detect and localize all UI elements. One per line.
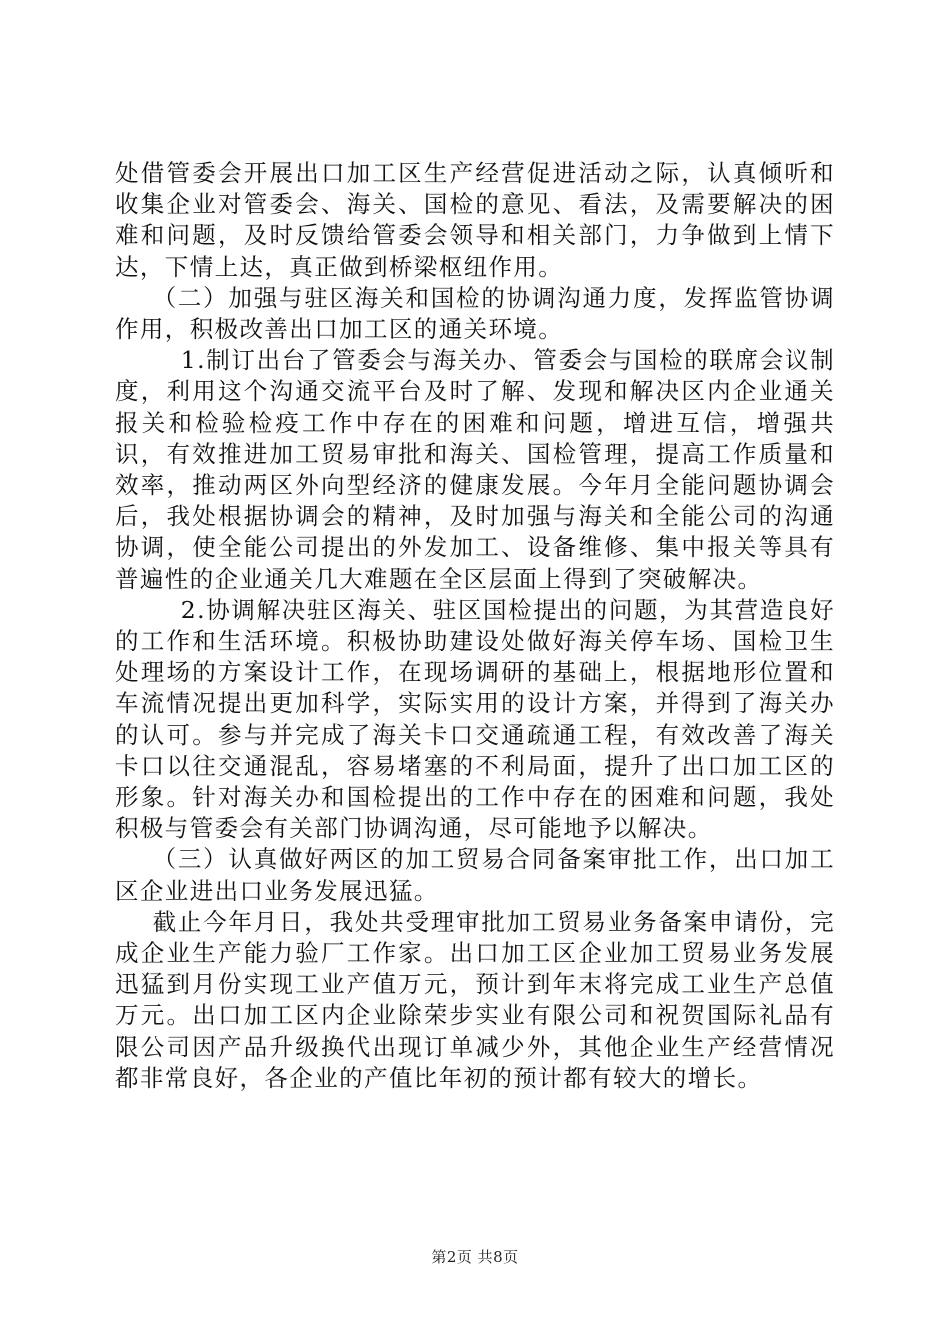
document-body (115, 158, 835, 1094)
paragraph-section-three-body: 截止今年月日，我处共受理审批加工贸易业务备案申请份，完成企业生产能力验厂工作家。出口加工区企业加工贸易业务发展迅猛到月份实现工业产值万元，预计到年末将完成工业生产总值万元。出口加工区内企业除荣步实业有限公司和祝贺国际礼品有限公司因产品升级换代出现订单减少外，其他企业生产经营情况都非常良好，各企业的产值比年初的预计都有较大的增长。 (115, 907, 835, 1092)
page-number-footer: 第2页 共8页 (431, 1248, 519, 1266)
paragraph-item-one: 1.制订出台了管委会与海关办、管委会与国检的联席会议制度，利用这个沟通交流平台及时了解、发现和解决区内企业通关报关和检验检疫工作中存在的困难和问题，增进互信，增强共识，有效推进加工贸易审批和海关、国检管理，提高工作质量和效率，推动两区外向型经济的健康发展。今年月全能问题协调会后，我处根据协调会的精神，及时加强与海关和全能公司的沟通协调，使全能公司提出的外发加工、设备维修、集中报关等具有普遍性的企业通关几大难题在全区层面上得到了突破解决。 (115, 346, 835, 593)
paragraph-section-three-heading: （三）认真做好两区的加工贸易合同备案审批工作，出口加工区企业进出口业务发展迅猛。 (115, 845, 835, 905)
paragraph-continuation: 处借管委会开展出口加工区生产经营促进活动之际，认真倾听和收集企业对管委会、海关、国检的意见、看法，及需要解决的困难和问题，及时反馈给管委会领导和相关部门，力争做到上情下达，下情上达，真正做到桥梁枢纽作用。 (115, 159, 835, 281)
paragraph-section-two-heading: （二）加强与驻区海关和国检的协调沟通力度，发挥监管协调作用，积极改善出口加工区的通关环境。 (115, 283, 835, 344)
paragraph-item-two: 2.协调解决驻区海关、驻区国检提出的问题，为其营造良好的工作和生活环境。积极协助建设处做好海关停车场、国检卫生处理场的方案设计工作，在现场调研的基础上，根据地形位置和车流情况提出更加科学，实际实用的设计方案，并得到了海关办的认可。参与并完成了海关卡口交通疏通工程，有效改善了海关卡口以往交通混乱，容易堵塞的不利局面，提升了出口加工区的形象。针对海关办和国检提出的工作中存在的困难和问题，我处积极与管委会有关部门协调沟通，尽可能地予以解决。 (115, 595, 835, 843)
